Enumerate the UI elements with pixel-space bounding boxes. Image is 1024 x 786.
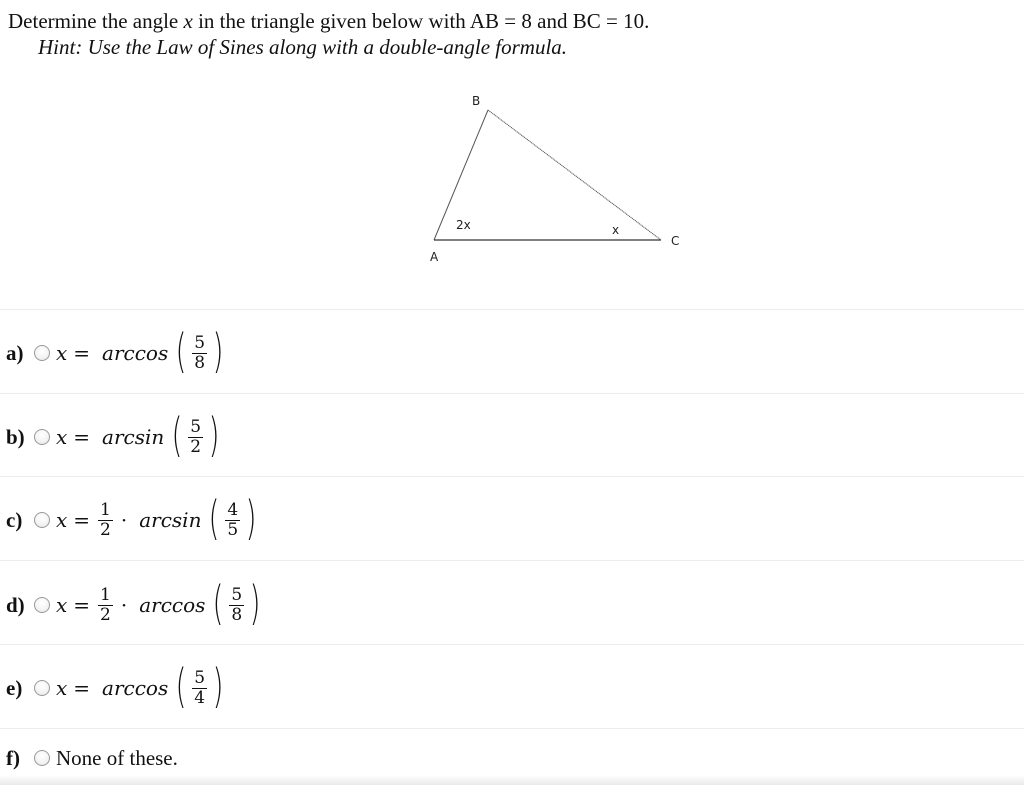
formula-function: arccos bbox=[139, 593, 206, 617]
formula-equals: = bbox=[73, 593, 91, 617]
left-paren: ( bbox=[171, 408, 183, 462]
option-f-radio[interactable] bbox=[34, 750, 50, 766]
fraction-denominator: 4 bbox=[194, 687, 206, 708]
formula-variable: x bbox=[56, 341, 68, 365]
left-paren: ( bbox=[213, 576, 224, 630]
formula-variable: x bbox=[56, 508, 68, 532]
formula-function: arcsin bbox=[102, 425, 165, 449]
right-paren: ) bbox=[212, 324, 224, 378]
option-separator bbox=[0, 728, 1024, 729]
coefficient-fraction bbox=[98, 501, 113, 540]
left-paren: ( bbox=[175, 324, 187, 378]
option-separator bbox=[0, 644, 1024, 645]
question-text bbox=[8, 8, 1008, 34]
fraction-numerator: 5 bbox=[194, 667, 206, 688]
formula-fraction bbox=[229, 586, 244, 625]
fraction-denominator: 2 bbox=[100, 604, 111, 625]
fraction-denominator: 8 bbox=[194, 352, 206, 373]
formula-fraction bbox=[188, 418, 203, 457]
fraction-numerator: 4 bbox=[227, 499, 239, 520]
option-c-radio[interactable] bbox=[34, 512, 50, 528]
formula-equals: = bbox=[73, 508, 91, 532]
formula-equals: = bbox=[73, 676, 91, 700]
option-letter: d) bbox=[6, 592, 25, 617]
angle-label-a: 2x bbox=[456, 218, 471, 232]
option-c-formula bbox=[56, 491, 260, 545]
right-paren: ) bbox=[245, 491, 257, 545]
fraction-denominator: 5 bbox=[227, 519, 239, 540]
option-a[interactable] bbox=[6, 325, 227, 381]
formula-function: arccos bbox=[102, 341, 169, 365]
option-e-formula bbox=[56, 659, 227, 713]
right-paren: ) bbox=[208, 408, 220, 462]
option-f-text: None of these. bbox=[56, 745, 178, 770]
option-b[interactable] bbox=[6, 409, 223, 465]
option-letter: a) bbox=[6, 340, 24, 365]
formula-equals: = bbox=[73, 425, 91, 449]
option-letter: e) bbox=[6, 675, 23, 700]
vertex-label-a: A bbox=[430, 250, 439, 264]
triangle-figure bbox=[420, 88, 700, 273]
option-a-formula bbox=[56, 324, 227, 378]
left-paren: ( bbox=[209, 491, 220, 545]
vertex-label-b: B bbox=[472, 94, 481, 108]
hint-text: Hint: Use the Law of Sines along with a double-angle formula. bbox=[38, 35, 568, 59]
option-letter: b) bbox=[6, 424, 25, 449]
formula-dot: · bbox=[120, 508, 128, 532]
fraction-numerator: 5 bbox=[190, 416, 202, 437]
fraction-numerator: 5 bbox=[194, 332, 206, 353]
option-separator bbox=[0, 560, 1024, 561]
left-paren: ( bbox=[175, 659, 187, 713]
formula-variable: x bbox=[56, 425, 68, 449]
angle-label-c: x bbox=[612, 223, 620, 237]
right-paren: ) bbox=[212, 659, 224, 713]
formula-fraction bbox=[225, 501, 240, 540]
option-b-radio[interactable] bbox=[34, 429, 50, 445]
formula-fraction bbox=[192, 669, 207, 708]
option-letter: f) bbox=[6, 745, 20, 770]
option-c[interactable] bbox=[6, 492, 260, 548]
fraction-numerator: 1 bbox=[100, 584, 111, 605]
option-separator bbox=[0, 393, 1024, 394]
question-text-part: Determine the angle bbox=[8, 9, 184, 33]
formula-variable: x bbox=[56, 676, 68, 700]
fraction-numerator: 5 bbox=[231, 584, 243, 605]
option-separator bbox=[0, 476, 1024, 477]
option-e[interactable] bbox=[6, 660, 227, 716]
formula-function: arccos bbox=[102, 676, 169, 700]
right-paren: ) bbox=[249, 576, 261, 630]
fraction-denominator: 8 bbox=[231, 604, 243, 625]
formula-dot: · bbox=[120, 593, 128, 617]
formula-equals: = bbox=[73, 341, 91, 365]
option-letter: c) bbox=[6, 507, 23, 532]
option-d-formula bbox=[56, 576, 264, 630]
formula-variable: x bbox=[56, 593, 68, 617]
fraction-numerator: 1 bbox=[100, 499, 111, 520]
option-d[interactable] bbox=[6, 577, 264, 633]
formula-function: arcsin bbox=[139, 508, 202, 532]
fraction-denominator: 2 bbox=[190, 436, 202, 457]
question-text-part: in the triangle given below with AB = 8 and BC = 10. bbox=[192, 9, 650, 33]
option-e-radio[interactable] bbox=[34, 680, 50, 696]
triangle-diagram bbox=[420, 88, 700, 273]
option-b-formula bbox=[56, 408, 223, 462]
question-block bbox=[8, 8, 1008, 60]
formula-fraction bbox=[192, 334, 207, 373]
vertex-label-c: C bbox=[671, 234, 680, 248]
fraction-denominator: 2 bbox=[100, 519, 111, 540]
option-d-radio[interactable] bbox=[34, 597, 50, 613]
triangle-side-bc bbox=[488, 110, 661, 240]
question-variable: x bbox=[183, 9, 193, 33]
option-separator bbox=[0, 309, 1024, 310]
option-a-radio[interactable] bbox=[34, 345, 50, 361]
bottom-edge-shadow bbox=[0, 775, 1024, 785]
coefficient-fraction bbox=[98, 586, 113, 625]
